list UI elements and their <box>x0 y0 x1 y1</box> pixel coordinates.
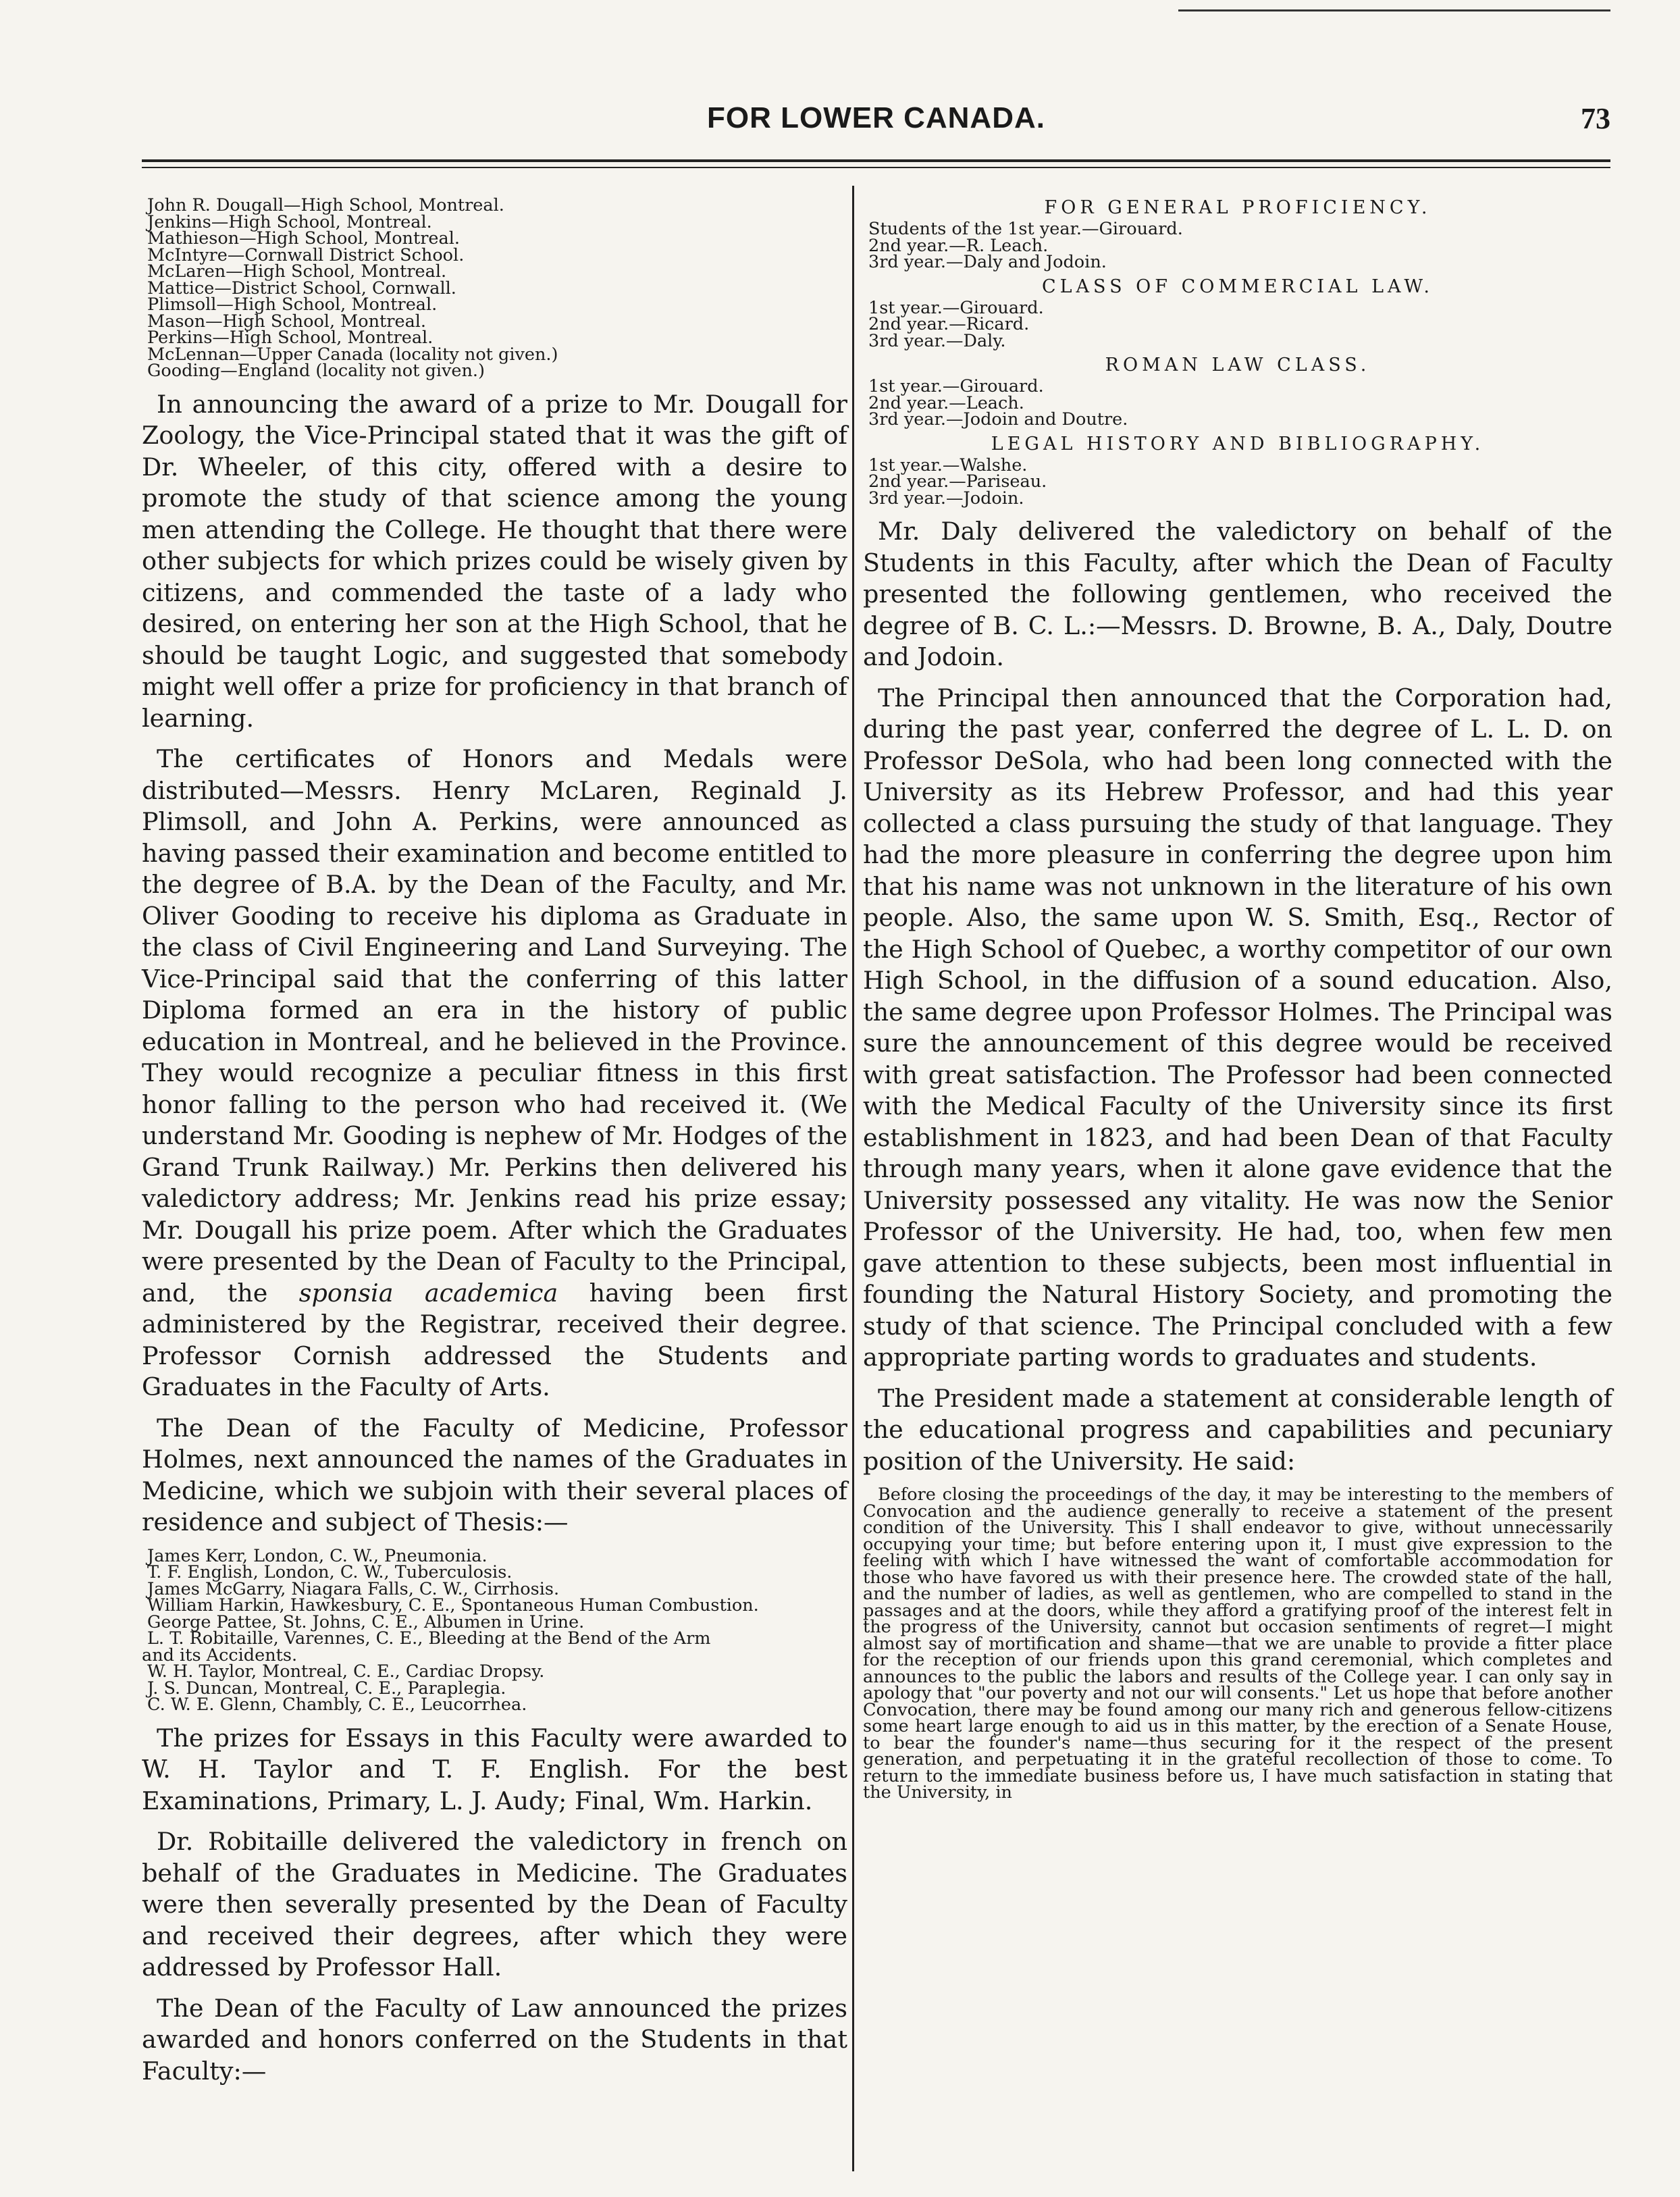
prize-list-commercial <box>868 297 1612 351</box>
list-item: 3rd year.—Jodoin and Doutre. <box>868 409 1128 430</box>
paragraph-essay-prizes: The prizes for Essays in this Faculty were awarded to W. H. Taylor and T. F. English. For the best Examinations, Primary, L. J. Audy; Final, Wm. Harkin. <box>142 1723 847 1815</box>
list-item: C. W. E. Glenn, Chambly, C. E., Leucorrhea. <box>147 1695 527 1715</box>
paragraph-honorary-degrees: The Principal then announced that the Corporation had, during the past year, conferred the degree of L. L. D. on Professor DeSola, who had been long connected with the University as its Hebrew Professor, and had this year collected a class pursuing the study of that language. They had the more pleasure in conferring the degree upon him that his name was not unknown in the literature of his own people. Also, the same upon W. S. Smith, Esq., Rector of the High School of Quebec, a worthy competitor of our own High School, in the diffusion of a sound education. Also, the same degree upon Professor Holmes. The Principal was sure the announcement of this degree would be received with great satisfaction. The Professor had been connected with the Medical Faculty of the University since its first establishment in 1823, and had been Dean of that Faculty through many years, when it alone gave evidence that the University possessed any vitality. He was now the Senior Professor of the University. He had, too, when few men gave attention to these subjects, been most influential in founding the Natural History Society, and promoting the study of that science. The Principal concluded with a few appropriate parting words to graduates and students. <box>863 683 1612 1372</box>
list-item: 1st year.—Walshe. <box>868 455 1028 475</box>
list-item: 1st year.—Girouard. <box>868 297 1044 318</box>
list-item: 2nd year.—Ricard. <box>868 314 1030 334</box>
list-item: McIntyre—Cornwall District School. <box>147 244 465 265</box>
list-item: T. F. English, London, C. W., Tuberculosis. <box>147 1562 513 1582</box>
prize-list-general <box>868 221 1612 271</box>
list-item: Mason—High School, Montreal. <box>147 311 427 332</box>
president-quote: Before closing the proceedings of the day, it may be interesting to the members of Convocation and the audience generally to receive a statement of the present condition of the University. This I shall endeavor to give, without unnecessarily occupying your time; but before entering upon it, I must give expression to the feeling with which I have witnessed the want of comfortable accommodation for those who have favored us with their presence here. The crowded state of the hall, and the number of ladies, as well as gentlemen, who are compelled to stand in the passages and at the doors, while they afford a gratifying proof of the interest felt in the progress of the University, cannot but occasion sentiments of regret—I might almost say of mortification and shame—that we are unable to provide a fitter place for the reception of our friends upon this grand ceremonial, which completes and announces to the public the labors and results of the College year. I can only say in apology that "our poverty and not our will consents." Let us hope that before another Convocation, there may be found among our many rich and generous fellow-citizens some heart large enough to aid us in this matter, by the erection of a Senate House, to bear the founder's name—thus securing for it the respect of the present generation, and perpetuating it in the grateful recollection of those to come. To return to the immediate business before us, I have much satisfaction in stating that the University, in <box>863 1484 1612 1803</box>
list-item: 3rd year.—Jodoin. <box>868 488 1024 509</box>
list-item: Mattice—District School, Cornwall. <box>147 278 456 299</box>
list-item: J. S. Duncan, Montreal, C. E., Paraplegia. <box>147 1678 506 1699</box>
paragraph-valedictory-medicine: Dr. Robitaille delivered the valedictory in french on behalf of the Graduates in Medicine. The Graduates were then severally presented by the Dean of Faculty and received their degrees, after which they were addressed by Professor Hall. <box>142 1827 847 1982</box>
prize-list-roman-law <box>868 378 1612 428</box>
left-column <box>142 197 847 2087</box>
paragraph-law-faculty: The Dean of the Faculty of Law announced the prizes awarded and honors conferred on the Students in that Faculty:— <box>142 1993 847 2086</box>
section-heading: FOR GENERAL PROFICIENCY. <box>1044 197 1432 218</box>
list-item: William Harkin, Hawkesbury, C. E., Spontaneous Human Combustion. <box>147 1595 759 1616</box>
list-item: 2nd year.—Pariseau. <box>868 471 1047 492</box>
paragraph-zoology-prize: In announcing the award of a prize to Mr. Dougall for Zoology, the Vice-Principal stated that it was the gift of Dr. Wheeler, of this city, offered with a desire to promote the study of that science among the young men attending the College. He thought that there were other subjects for which prizes could be wisely given by citizens, and commended the taste of a lady who desired, on entering her son at the High School, that he should be taught Logic, and suggested that somebody might well offer a prize for proficiency in that branch of learning. <box>142 389 847 733</box>
list-item: McLaren—High School, Montreal. <box>147 261 447 282</box>
list-item: 3rd year.—Daly and Jodoin. <box>868 252 1107 272</box>
top-rule <box>1178 9 1610 11</box>
page-title: FOR LOWER CANADA. <box>707 101 1045 134</box>
paragraph-medicine: The Dean of the Faculty of Medicine, Professor Holmes, next announced the names of the Graduates in Medicine, which we subjoin with their several places of residence and subject of Thesis:— <box>142 1413 847 1536</box>
list-item: 2nd year.—Leach. <box>868 392 1024 413</box>
section-heading: CLASS OF COMMERCIAL LAW. <box>1041 276 1434 297</box>
paragraph-president-statement: The President made a statement at considerable length of the educational progress and capabilities and pecuniary position of the University. He said: <box>863 1383 1612 1476</box>
graduates-list <box>142 1545 847 1715</box>
section-heading: ROMAN LAW CLASS. <box>1105 355 1371 376</box>
page-header <box>142 101 1610 145</box>
list-item: Mathieson—High School, Montreal. <box>147 228 460 249</box>
list-item: 1st year.—Girouard. <box>868 376 1044 396</box>
list-item: and its Accidents. <box>142 1645 298 1665</box>
list-item: Plimsoll—High School, Montreal. <box>147 294 438 315</box>
paragraph-certificates: The certificates of Honors and Medals were distributed—Messrs. Henry McLaren, Reginald J. Plimsoll, and John A. Perkins, were announced as having passed their examination and become entitled to the degree of B.A. by the Dean of the Faculty, and Mr. Oliver Gooding to receive his diploma as Graduate in the class of Civil Engineering and Land Surveying. The Vice-Principal said that the conferring of this latter Diploma formed an era in the history of public education in Montreal, and he believed in the Province. They would recognize a peculiar fitness in this first honor falling to the person who had received it. (We understand Mr. Gooding is nephew of Mr. Hodges of the Grand Trunk Railway.) Mr. Perkins then delivered his valedictory address; Mr. Jenkins read his prize essay; Mr. Dougall his prize poem. After which the Graduates were presented by the Dean of Faculty to the Principal, and, the sponsia academica having been first administered by the Registrar, received their degree. Professor Cornish addressed the Students and Graduates in the Faculty of Arts. <box>142 744 847 1401</box>
list-item: McLennan—Upper Canada (locality not given.) <box>147 344 558 365</box>
section-heading: LEGAL HISTORY AND BIBLIOGRAPHY. <box>991 433 1485 455</box>
paragraph-law-valedictory: Mr. Daly delivered the valedictory on behalf of the Students in this Faculty, after which the Dean of Faculty presented the following gentlemen, who received the degree of B. C. L.:—Messrs. D. Browne, B. A., Daly, Doutre and Jodoin. <box>863 517 1612 671</box>
list-item: W. H. Taylor, Montreal, C. E., Cardiac Dropsy. <box>147 1661 545 1682</box>
list-item: Gooding—England (locality not given.) <box>147 361 485 381</box>
right-column <box>863 197 1612 1801</box>
latin-phrase: sponsia academica <box>298 1278 558 1308</box>
page-number: 73 <box>1581 102 1610 135</box>
list-item: Students of the 1st year.—Girouard. <box>868 219 1183 239</box>
list-item: 3rd year.—Daly. <box>868 330 1006 351</box>
list-item: Perkins—High School, Montreal. <box>147 328 434 348</box>
list-item: George Pattee, St. Johns, C. E., Albumen in Urine. <box>147 1611 585 1632</box>
list-item: L. T. Robitaille, Varennes, C. E., Bleeding at the Bend of the Arm <box>147 1628 711 1649</box>
list-item: Jenkins—High School, Montreal. <box>147 211 432 232</box>
prize-list <box>147 197 847 380</box>
list-item: James Kerr, London, C. W., Pneumonia. <box>147 1545 488 1566</box>
column-divider <box>852 186 854 2171</box>
list-item: 2nd year.—R. Leach. <box>868 235 1049 256</box>
list-item: James McGarry, Niagara Falls, C. W., Cirrhosis. <box>147 1578 560 1599</box>
list-item: John R. Dougall—High School, Montreal. <box>147 195 504 215</box>
header-rule <box>142 159 1610 162</box>
header-rule-thin <box>142 167 1610 168</box>
prize-list-legal-history <box>868 457 1612 507</box>
